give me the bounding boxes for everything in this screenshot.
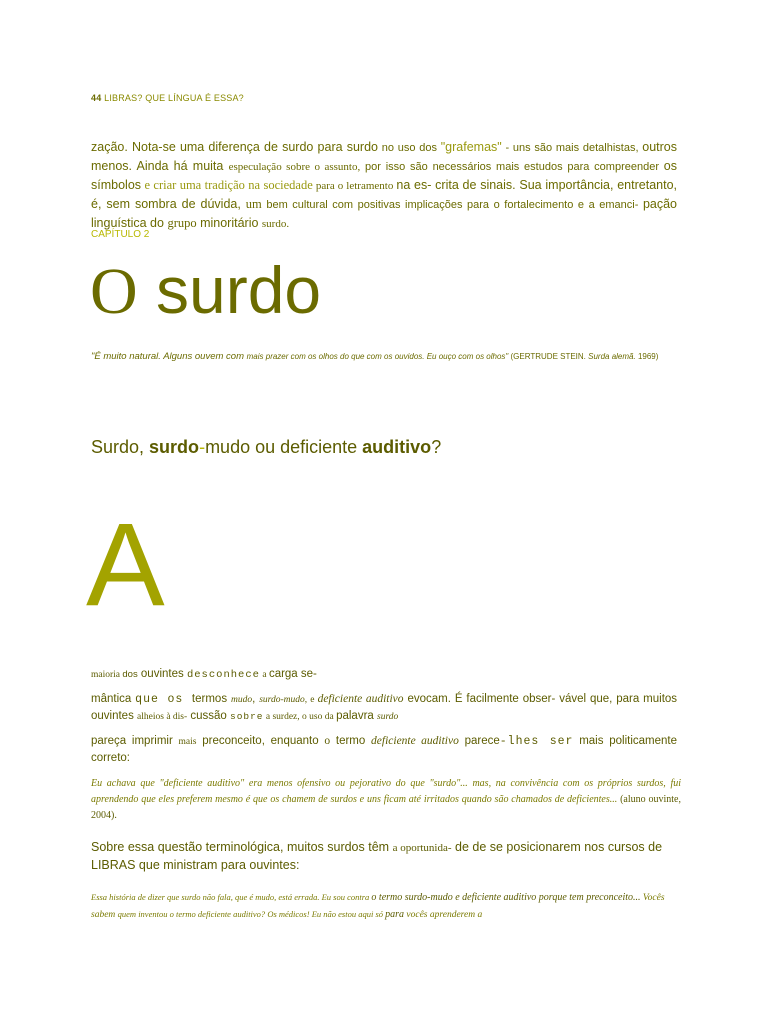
body-paragraph-2 bbox=[91, 691, 677, 725]
text-run: termo bbox=[330, 735, 372, 747]
text-run: evocam bbox=[403, 693, 448, 705]
text-run: na es- crita de sinais. Sua importância, entretanto, é, sem sombra de dúvida, bbox=[91, 178, 677, 211]
text-run: 1969) bbox=[635, 352, 659, 361]
text-run: minoritário bbox=[196, 216, 262, 230]
text-run: dos bbox=[122, 669, 138, 680]
drop-cap: A bbox=[86, 499, 165, 631]
body-paragraph-3 bbox=[91, 733, 677, 766]
text-run: mais bbox=[573, 735, 610, 747]
quote-source: (aluno ouvinte, 2004). bbox=[91, 794, 681, 821]
intro-paragraph bbox=[91, 138, 677, 233]
text-run: para o letramento bbox=[312, 180, 397, 192]
text-run: carga se- bbox=[268, 668, 317, 680]
text-run: ministram bbox=[163, 858, 218, 872]
text-run: a bbox=[259, 670, 269, 680]
text-run: ? bbox=[431, 437, 442, 457]
text-run: - uns são mais detalhistas, bbox=[501, 142, 643, 154]
text-run: no uso dos bbox=[378, 142, 441, 154]
block-quote-student bbox=[91, 776, 681, 824]
body-line-1 bbox=[91, 668, 317, 681]
text-run: mudo bbox=[230, 695, 253, 705]
epigraph bbox=[91, 350, 681, 364]
text-run: . É facilmente obser- vável que, para muitos ouvintes bbox=[91, 693, 678, 722]
text-run: têm bbox=[364, 840, 393, 854]
text-run: Surdo, bbox=[91, 437, 150, 457]
text-run: auditivo bbox=[362, 437, 432, 457]
text-run: - bbox=[199, 437, 206, 457]
text-run: zação. Nota-se uma diferença de surdo para surdo bbox=[91, 140, 378, 154]
text-run: mudo ou deficiente bbox=[205, 437, 363, 457]
text-run: grupo bbox=[167, 216, 197, 230]
text-run: Os médicos! Eu não estou aqui só bbox=[265, 909, 386, 919]
text-run: surdo-mudo bbox=[259, 695, 305, 705]
text-run: sobre bbox=[230, 711, 264, 722]
text-run: deficiente auditivo bbox=[317, 693, 404, 705]
text-run: Sobre essa questão terminológica, bbox=[91, 840, 287, 854]
quote-text: Eu achava que "deficiente auditivo" era menos ofensivo ou pejorativo do que "surdo"... mas, na convivência com os próprios surdos, fui aprendendo que eles preferem mesmo é que os chamem de surdos e uns ficam até irritados quando são chamados de deficientes... bbox=[91, 778, 681, 805]
text-run: a surdez, o uso da bbox=[263, 712, 337, 722]
chapter-label: CAPÍTULO 2 bbox=[91, 229, 150, 240]
text-run: Essa história de dizer que surdo não fala, que é mudo, está errada. Eu sou contra bbox=[91, 892, 372, 902]
text-run: deficiente auditivo bbox=[371, 735, 459, 747]
text-run: quem inventou o termo deficiente auditivo? bbox=[117, 909, 266, 919]
text-run: surdo bbox=[377, 712, 399, 722]
text-run: alheios à dis- bbox=[137, 712, 188, 722]
text-run: para ouvintes: bbox=[217, 858, 300, 872]
text-run: por isso são necessários mais estudos para compreender bbox=[360, 161, 664, 173]
text-run: vocês aprenderem a bbox=[404, 910, 483, 920]
text-run: maioria bbox=[91, 670, 123, 680]
text-run: desconhece bbox=[186, 669, 260, 681]
text-run: e criar uma tradição na sociedade bbox=[141, 178, 313, 192]
text-run: pareça imprimir bbox=[91, 735, 179, 747]
text-run: (GERTRUDE STEIN. bbox=[508, 352, 589, 361]
chapter-title-o: O bbox=[90, 255, 138, 328]
section-heading bbox=[91, 437, 441, 458]
text-run: bem cultural com positivas implicações para o fortalecimento e a emanci- bbox=[261, 199, 643, 211]
text-run: mais prazer com os olhos do que com os ouvidos. Eu ouço com os olhos" bbox=[246, 352, 509, 361]
text-run: muitos surdos bbox=[286, 840, 365, 854]
text-run: , e bbox=[304, 695, 318, 705]
running-header bbox=[91, 93, 244, 103]
text-run: surdo. bbox=[261, 218, 290, 230]
text-run: mais bbox=[178, 737, 197, 747]
text-run: parece bbox=[458, 735, 500, 747]
text-run: cussão bbox=[187, 710, 230, 722]
text-run: para bbox=[385, 909, 405, 920]
text-run: um bbox=[245, 197, 262, 211]
text-run: a oportunida- bbox=[392, 842, 452, 854]
chapter-title-rest: surdo bbox=[137, 253, 322, 327]
text-run: outros menos. Ainda há muita bbox=[91, 140, 677, 173]
text-run: de de se posicionarem nos cursos de LIBRAS que bbox=[91, 840, 663, 872]
text-run: mântica bbox=[91, 693, 136, 705]
text-run: preconceito, enquanto bbox=[196, 735, 325, 747]
text-run: o termo surdo-mudo e deficiente auditivo porque tem preconceito... bbox=[371, 892, 641, 903]
text-run: Surda alemã. bbox=[588, 352, 636, 361]
chapter-title bbox=[90, 252, 321, 330]
block-quote-deaf bbox=[91, 889, 681, 923]
text-run: pação linguística do bbox=[91, 197, 677, 230]
text-run: os bbox=[158, 693, 192, 706]
text-run: os símbolos bbox=[91, 159, 677, 192]
text-run: que bbox=[135, 693, 159, 706]
page-number: 44 bbox=[91, 93, 102, 103]
body-paragraph-4 bbox=[91, 839, 677, 874]
text-run: Vocês sabem bbox=[91, 893, 665, 920]
text-run: termos bbox=[191, 693, 231, 705]
text-run: "É muito natural. Alguns ouvem com bbox=[91, 351, 247, 362]
text-run: ouvintes bbox=[137, 668, 187, 680]
text-run: -lhes ser bbox=[499, 735, 574, 748]
running-title: LIBRAS? QUE LÍNGUA É ESSA? bbox=[104, 93, 244, 103]
text-run: "grafemas" bbox=[440, 140, 502, 154]
text-run: especulação sobre o assunto, bbox=[228, 161, 361, 173]
text-run: politicamente correto: bbox=[91, 735, 678, 764]
text-run: , bbox=[252, 693, 260, 705]
text-run: surdo bbox=[149, 437, 200, 457]
text-run: o bbox=[324, 735, 331, 747]
text-run: palavra bbox=[336, 710, 377, 722]
